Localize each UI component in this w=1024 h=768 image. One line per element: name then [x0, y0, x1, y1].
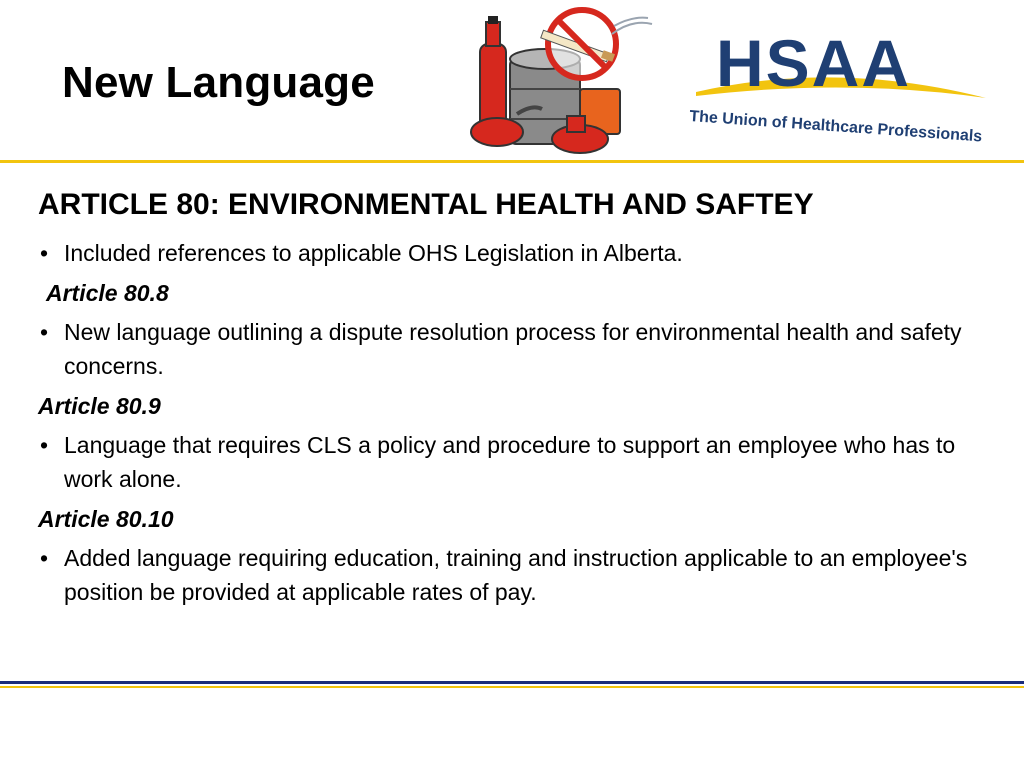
bullet-text: Language that requires CLS a policy and procedure to support an employee who has to work alone. [64, 432, 956, 492]
footer-divider-accent [0, 686, 1024, 688]
bullet-item [38, 428, 998, 496]
bullet-icon: • [40, 240, 49, 266]
no-smoking-hazard-icon [462, 4, 662, 160]
bullet-item [38, 236, 998, 270]
logo-tagline: The Union of Healthcare Professionals [688, 108, 983, 146]
article-heading: ARTICLE 80: ENVIRONMENTAL HEALTH AND SAFTEY [38, 188, 814, 221]
footer-divider [0, 681, 1024, 684]
bullet-item [38, 315, 998, 383]
bullet-item [38, 541, 998, 609]
slide-title: New Language [62, 58, 375, 107]
bullet-text: Included references to applicable OHS Legislation in Alberta. [64, 240, 683, 266]
bullet-text: Added language requiring education, training and instruction applicable to an employee's position be provided at applicable rates of pay. [64, 545, 968, 605]
bullet-icon: • [40, 319, 49, 345]
logo-wordmark: HSAA [716, 26, 912, 100]
slide-content [38, 188, 998, 619]
article-subheading: Article 80.10 [38, 506, 174, 532]
bullet-icon: • [40, 432, 49, 458]
hsaa-logo [686, 26, 1004, 146]
article-subheading: Article 80.8 [46, 280, 169, 306]
bullet-icon: • [40, 545, 49, 571]
article-subheading: Article 80.9 [38, 393, 161, 419]
bullet-text: New language outlining a dispute resolution process for environmental health and safety concerns. [64, 319, 962, 379]
header-divider [0, 160, 1024, 163]
